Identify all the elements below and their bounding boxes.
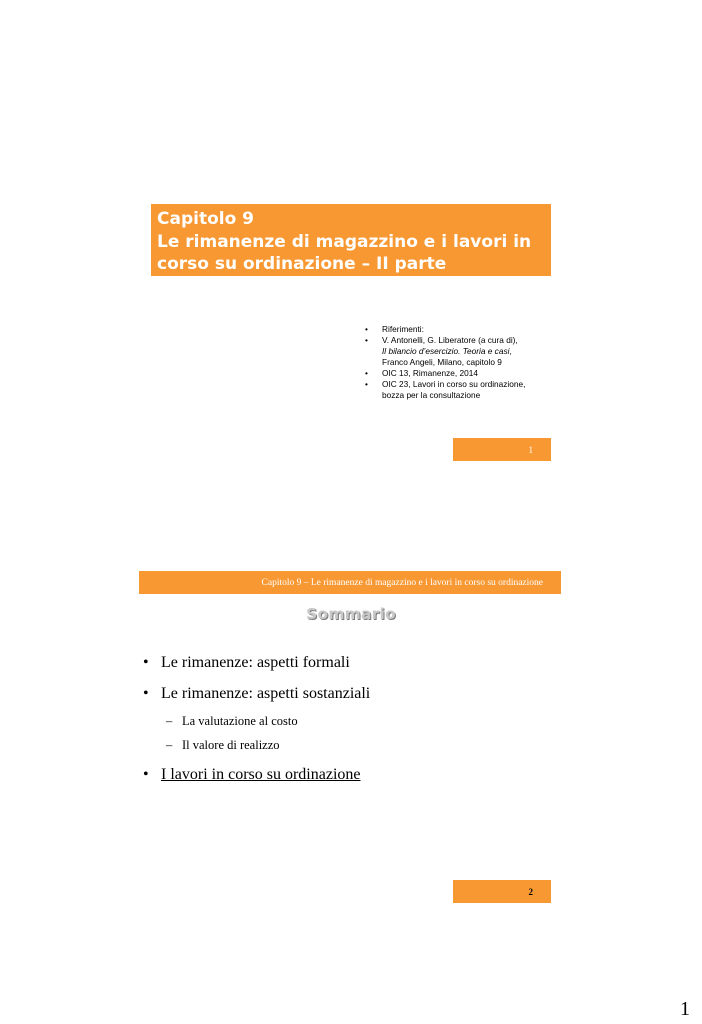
bullet-icon: • [365, 324, 368, 334]
sub-list-item-text: La valutazione al costo [182, 714, 298, 728]
slide1-number: 1 [528, 444, 533, 455]
reference-item [365, 379, 555, 401]
slide1-number-box [453, 438, 551, 461]
sub-list-item [166, 714, 298, 729]
reference-book-title: Il bilancio d’esercizio. Teoria e casi [382, 346, 510, 357]
list-item-link-text[interactable]: I lavori in corso su ordinazione [161, 766, 361, 783]
references-label: Riferimenti: [382, 324, 424, 334]
bullet-icon: • [365, 379, 368, 390]
reference-item [365, 324, 555, 335]
dash-icon: – [166, 738, 173, 752]
dash-icon: – [166, 714, 173, 728]
slide2-number: 2 [528, 886, 533, 897]
list-item [143, 685, 370, 703]
slide2-header-bar [139, 571, 561, 594]
sub-list-item [166, 738, 280, 753]
slide2-header-text: Capitolo 9 – Le rimanenze di magazzino e i lavori in corso su ordinazione [261, 577, 543, 588]
list-item-link[interactable] [143, 766, 361, 784]
slide1-title-line-3: corso su ordinazione – II parte [157, 254, 447, 274]
bullet-icon: • [365, 368, 368, 379]
bullet-icon: • [143, 766, 149, 783]
list-item-text: Le rimanenze: aspetti sostanziali [161, 685, 371, 702]
slide1-title-line-2: Le rimanenze di magazzino e i lavori in [157, 231, 532, 252]
slide2-title [0, 605, 702, 623]
page-number: 1 [680, 998, 690, 1020]
slide2-number-box [453, 880, 551, 903]
reference-text: V. Antonelli, G. Liberatore (a cura di), [382, 335, 518, 346]
slide1-title-line-1: Capitolo 9 [157, 209, 255, 229]
list-item [143, 654, 350, 672]
reference-item [365, 368, 555, 379]
list-item-text: Le rimanenze: aspetti formali [161, 654, 350, 671]
reference-text: bozza per la consultazione [382, 390, 481, 401]
sub-list-item-text: Il valore di realizzo [182, 738, 280, 752]
reference-item [365, 335, 555, 367]
bullet-icon: • [365, 335, 368, 346]
reference-text: OIC 23, Lavori in corso su ordinazione, [382, 379, 526, 390]
references-list [365, 324, 555, 402]
reference-comma: , [509, 346, 512, 357]
bullet-icon: • [143, 654, 149, 671]
slide2-title-text: Sommario [306, 605, 396, 623]
slide1-title-box [151, 204, 551, 276]
reference-text: OIC 13, Rimanenze, 2014 [382, 368, 478, 379]
reference-text: Franco Angeli, Milano, capitolo 9 [382, 356, 502, 367]
bullet-icon: • [143, 685, 149, 702]
